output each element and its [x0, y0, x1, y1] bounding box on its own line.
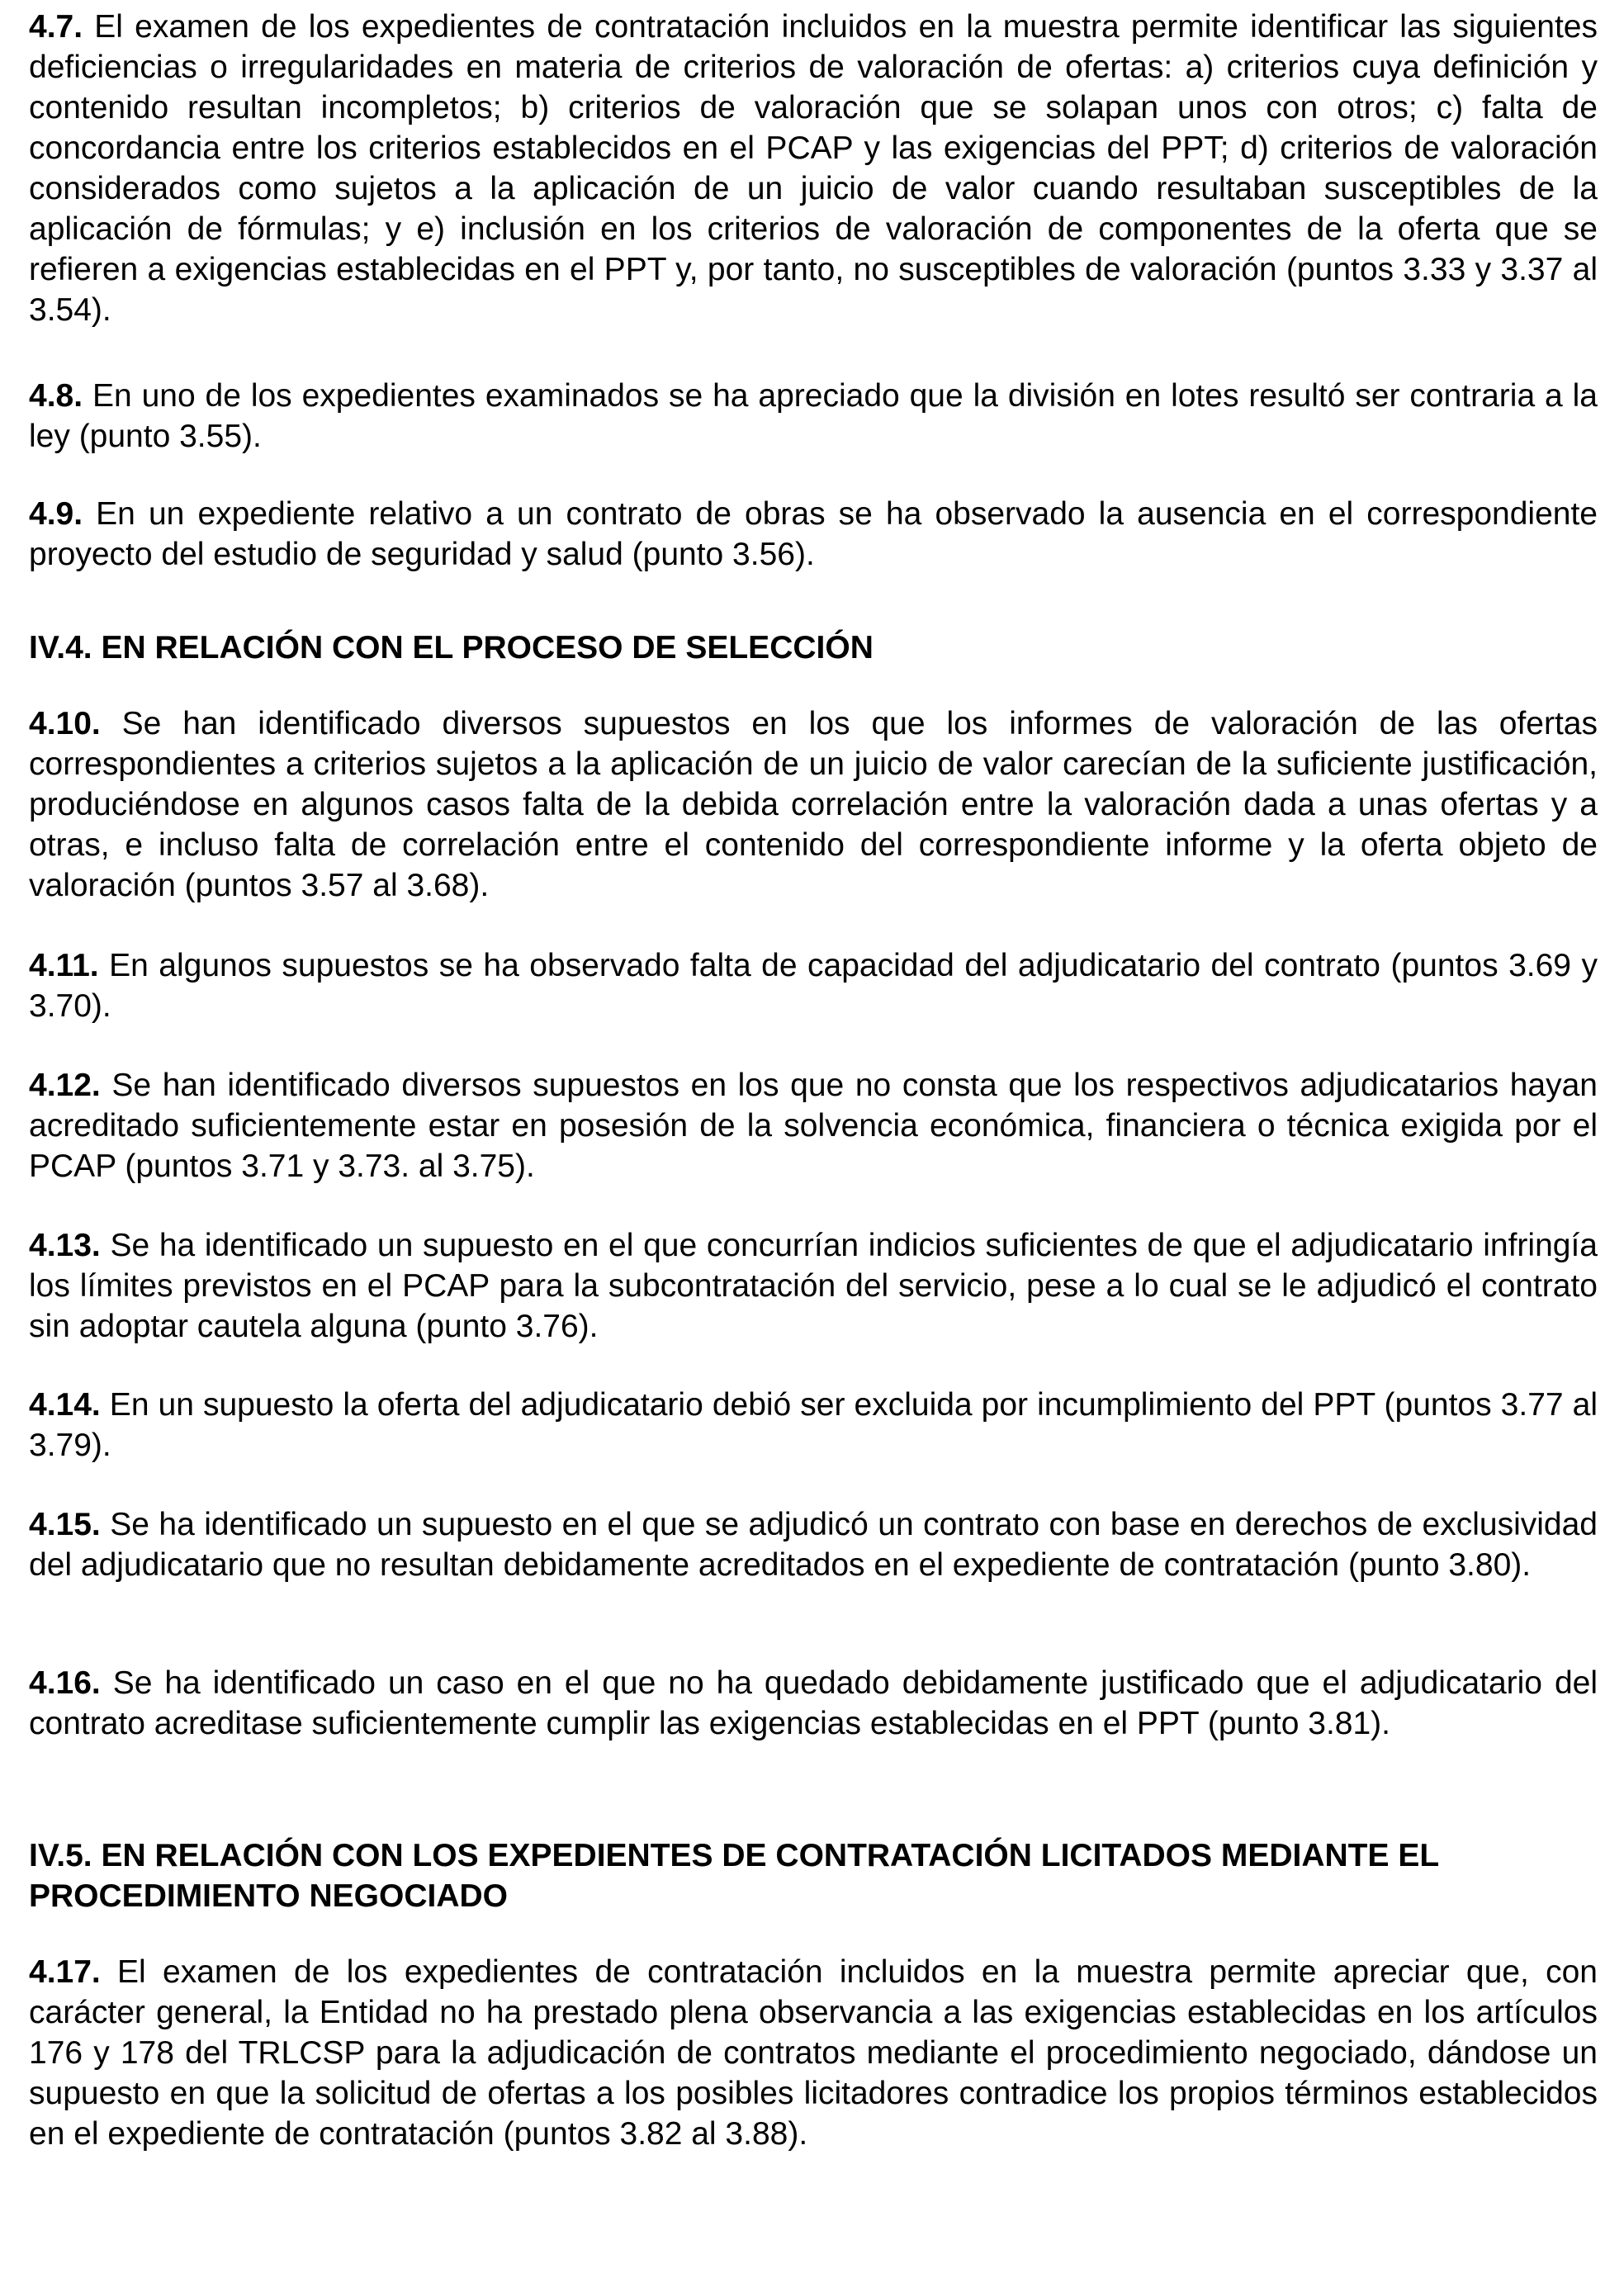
paragraph-text: Se ha identificado un supuesto en el que concurrían indicios suficientes de que el adjudicatario infringía los límites previstos en el PCAP para la subcontratación del servicio, pese a lo cual se le adjudicó el contrato sin adoptar cautela alguna (punto 3.76).	[29, 1228, 1598, 1344]
paragraph-number: 4.9.	[29, 496, 83, 532]
paragraph-number: 4.14.	[29, 1387, 101, 1423]
paragraph-4-11	[29, 945, 1598, 1026]
paragraph-number: 4.8.	[29, 378, 83, 414]
paragraph-number: 4.17.	[29, 1954, 101, 1990]
paragraph-text: Se ha identificado un supuesto en el que se adjudicó un contrato con base en derechos de exclusividad del adjudicatario que no resultan debidamente acreditados en el expediente de contratación (punto 3.80).	[29, 1507, 1598, 1583]
paragraph-number: 4.11.	[29, 948, 99, 983]
paragraph-number: 4.15.	[29, 1507, 101, 1542]
paragraph-4-7	[29, 7, 1598, 330]
paragraph-4-10	[29, 703, 1598, 906]
paragraph-text: Se han identificado diversos supuestos en los que no consta que los respectivos adjudicatarios hayan acreditado suficientemente estar en posesión de la solvencia económica, financiera o técnica exigida por el PCAP (puntos 3.71 y 3.73. al 3.75).	[29, 1068, 1598, 1184]
paragraph-number: 4.12.	[29, 1068, 101, 1103]
paragraph-text: En uno de los expedientes examinados se ha apreciado que la división en lotes resultó ser contraria a la ley (punto 3.55).	[29, 378, 1598, 454]
paragraph-4-9	[29, 494, 1598, 575]
paragraph-number: 4.7.	[29, 9, 83, 45]
paragraph-number: 4.16.	[29, 1665, 101, 1701]
paragraph-4-14	[29, 1385, 1598, 1466]
paragraph-4-17	[29, 1952, 1598, 2154]
paragraph-4-8	[29, 376, 1598, 457]
paragraph-4-16	[29, 1663, 1598, 1744]
paragraph-4-15	[29, 1504, 1598, 1585]
paragraph-text: En un supuesto la oferta del adjudicatario debió ser excluida por incumplimiento del PPT (puntos 3.77 al 3.79).	[29, 1387, 1598, 1463]
paragraph-text: En algunos supuestos se ha observado falta de capacidad del adjudicatario del contrato (puntos 3.69 y 3.70).	[29, 948, 1598, 1024]
section-heading-iv-5: IV.5. EN RELACIÓN CON LOS EXPEDIENTES DE CONTRATACIÓN LICITADOS MEDIANTE EL PROCEDIMIENTO NEGOCIADO	[29, 1838, 1439, 1914]
section-heading-iv-4: IV.4. EN RELACIÓN CON EL PROCESO DE SELECCIÓN	[29, 630, 874, 665]
paragraph-text: El examen de los expedientes de contratación incluidos en la muestra permite apreciar que, con carácter general, la Entidad no ha prestado plena observancia a las exigencias establecidas en los artículos 176 y 178 del TRLCSP para la adjudicación de contratos mediante el procedimiento negociado, dándose un supuesto en que la solicitud de ofertas a los posibles licitadores contradice los propios términos establecidos en el expediente de contratación (puntos 3.82 al 3.88).	[29, 1954, 1598, 2152]
paragraph-text: En un expediente relativo a un contrato de obras se ha observado la ausencia en el correspondiente proyecto del estudio de seguridad y salud (punto 3.56).	[29, 496, 1598, 572]
paragraph-text: El examen de los expedientes de contratación incluidos en la muestra permite identificar las siguientes deficiencias o irregularidades en materia de criterios de valoración de ofertas: a) criterios cuya definición y contenido resultan incompletos; b) criterios de valoración que se solapan unos con otros; c) falta de concordancia entre los criterios establecidos en el PCAP y las exigencias del PPT; d) criterios de valoración considerados como sujetos a la aplicación de un juicio de valor cuando resultaban susceptibles de la aplicación de fórmulas; y e) inclusión en los criterios de valoración de componentes de la oferta que se refieren a exigencias establecidas en el PPT y, por tanto, no susceptibles de valoración (puntos 3.33 y 3.37 al 3.54).	[29, 9, 1598, 328]
paragraph-4-12	[29, 1065, 1598, 1186]
paragraph-number: 4.13.	[29, 1228, 101, 1263]
paragraph-text: Se ha identificado un caso en el que no ha quedado debidamente justificado que el adjudicatario del contrato acreditase suficientemente cumplir las exigencias establecidas en el PPT (punto 3.81).	[29, 1665, 1598, 1741]
paragraph-number: 4.10.	[29, 706, 101, 741]
paragraph-text: Se han identificado diversos supuestos en los que los informes de valoración de las ofertas correspondientes a criterios sujetos a la aplicación de un juicio de valor carecían de la suficiente justificación, produciéndose en algunos casos falta de la debida correlación entre la valoración dada a unas ofertas y a otras, e incluso falta de correlación entre el contenido del correspondiente informe y la oferta objeto de valoración (puntos 3.57 al 3.68).	[29, 706, 1598, 903]
paragraph-4-13	[29, 1225, 1598, 1347]
